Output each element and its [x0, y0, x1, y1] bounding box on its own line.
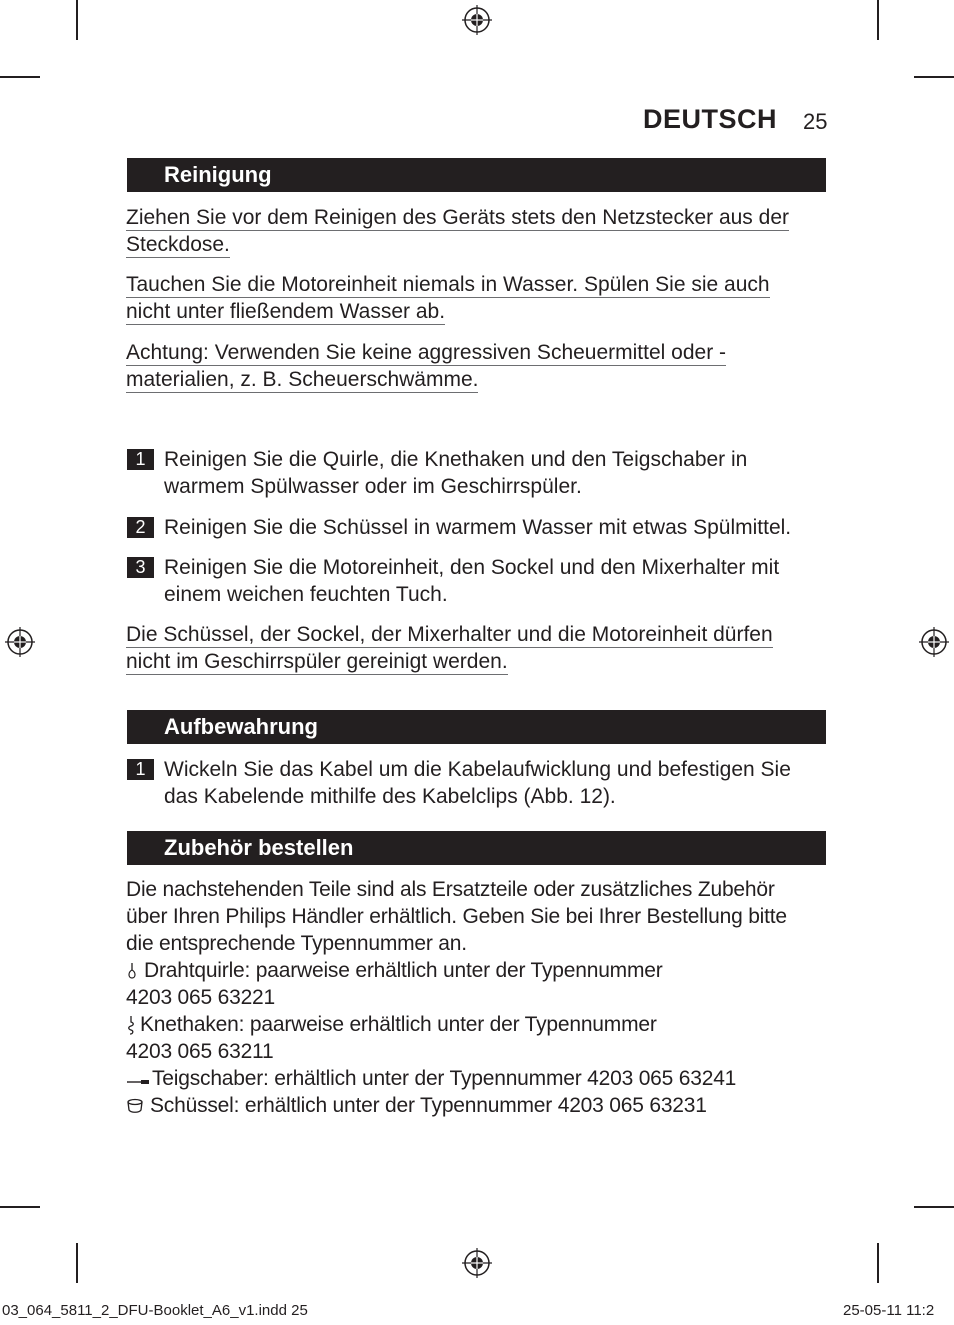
warning-line: Achtung: Verwenden Sie keine aggressiven Scheuermittel oder - [126, 341, 727, 364]
step-text [164, 554, 824, 608]
footer-date: 25-05-11 11:2 [843, 1302, 935, 1319]
section-title-storage: Aufbewahrung [127, 710, 826, 744]
spatula-icon [126, 1073, 150, 1085]
step-number: 3 [127, 557, 154, 578]
step-number: 2 [127, 517, 154, 538]
warning-paragraph [126, 271, 770, 325]
whisk-icon [126, 962, 138, 980]
step-number: 1 [127, 759, 154, 780]
kneading-hook-icon [126, 1015, 136, 1035]
section-title-accessories: Zubehör bestellen [127, 831, 826, 865]
warning-paragraph [126, 339, 726, 393]
intro-line: die entsprechende Typennummer an. [126, 932, 467, 955]
note-paragraph [126, 621, 773, 675]
accessory-number: 4203 065 63221 [126, 986, 276, 1009]
registration-mark-icon [5, 627, 35, 657]
warning-line: Ziehen Sie vor dem Reinigen des Geräts stets den Netzstecker aus der [126, 206, 789, 229]
accessory-text: Drahtquirle: paarweise erhältlich unter der Typennummer [144, 959, 663, 982]
accessory-item [126, 1065, 736, 1092]
language-heading: DEUTSCH [642, 104, 777, 134]
crop-mark [877, 0, 879, 40]
step-text [164, 756, 824, 810]
registration-mark-icon [462, 1248, 492, 1278]
accessory-item [126, 1011, 657, 1038]
accessory-text: Schüssel: erhältlich unter der Typennummer 4203 065 63231 [150, 1094, 707, 1117]
step-line: einem weichen feuchten Tuch. [164, 583, 448, 606]
intro-line: über Ihren Philips Händler erhältlich. Geben Sie bei Ihrer Bestellung bitte [126, 905, 787, 928]
step-text [164, 446, 824, 500]
warning-line: materialien, z. B. Scheuerschwämme. [126, 368, 479, 391]
step-line: Reinigen Sie die Schüssel in warmem Wasser mit etwas Spülmittel. [164, 516, 792, 539]
crop-mark [914, 76, 954, 78]
crop-mark [0, 76, 40, 78]
accessory-item [126, 957, 663, 984]
registration-mark-icon [919, 627, 949, 657]
step-line: Wickeln Sie das Kabel um die Kabelaufwicklung und befestigen Sie [164, 758, 791, 781]
registration-mark-icon [462, 5, 492, 35]
warning-paragraph [126, 204, 789, 258]
warning-line: Tauchen Sie die Motoreinheit niemals in Wasser. Spülen Sie sie auch [126, 273, 770, 296]
note-line: Die Schüssel, der Sockel, der Mixerhalter und die Motoreinheit dürfen [126, 623, 773, 646]
step-line: das Kabelende mithilfe des Kabelclips (Abb. 12). [164, 785, 616, 808]
accessory-text: Knethaken: paarweise erhältlich unter der Typennummer [140, 1013, 657, 1036]
warning-line: Steckdose. [126, 233, 230, 256]
accessories-intro [126, 876, 787, 957]
step-number: 1 [127, 449, 154, 470]
crop-mark [76, 1243, 78, 1283]
accessory-number: 4203 065 63211 [126, 1040, 274, 1063]
crop-mark [914, 1206, 954, 1208]
note-line: nicht im Geschirrspüler gereinigt werden. [126, 650, 508, 673]
warning-line: nicht unter fließendem Wasser ab. [126, 300, 446, 323]
crop-mark [76, 0, 78, 40]
crop-mark [0, 1206, 40, 1208]
step-line: Reinigen Sie die Motoreinheit, den Sockel und den Mixerhalter mit [164, 556, 780, 579]
footer-file-info: 03_064_5811_2_DFU-Booklet_A6_v1.indd 25 [2, 1302, 308, 1319]
step-line: Reinigen Sie die Quirle, die Knethaken und den Teigschaber in [164, 448, 748, 471]
bowl-icon [126, 1098, 144, 1114]
accessory-item [126, 1092, 707, 1119]
section-title-cleaning: Reinigung [127, 158, 826, 192]
crop-mark [877, 1243, 879, 1283]
page-number: 25 [803, 109, 828, 134]
intro-line: Die nachstehenden Teile sind als Ersatzteile oder zusätzliches Zubehör [126, 878, 775, 901]
accessory-text: Teigschaber: erhältlich unter der Typennummer 4203 065 63241 [152, 1067, 737, 1090]
step-line: warmem Spülwasser oder im Geschirrspüler. [164, 475, 582, 498]
step-text [164, 514, 824, 541]
